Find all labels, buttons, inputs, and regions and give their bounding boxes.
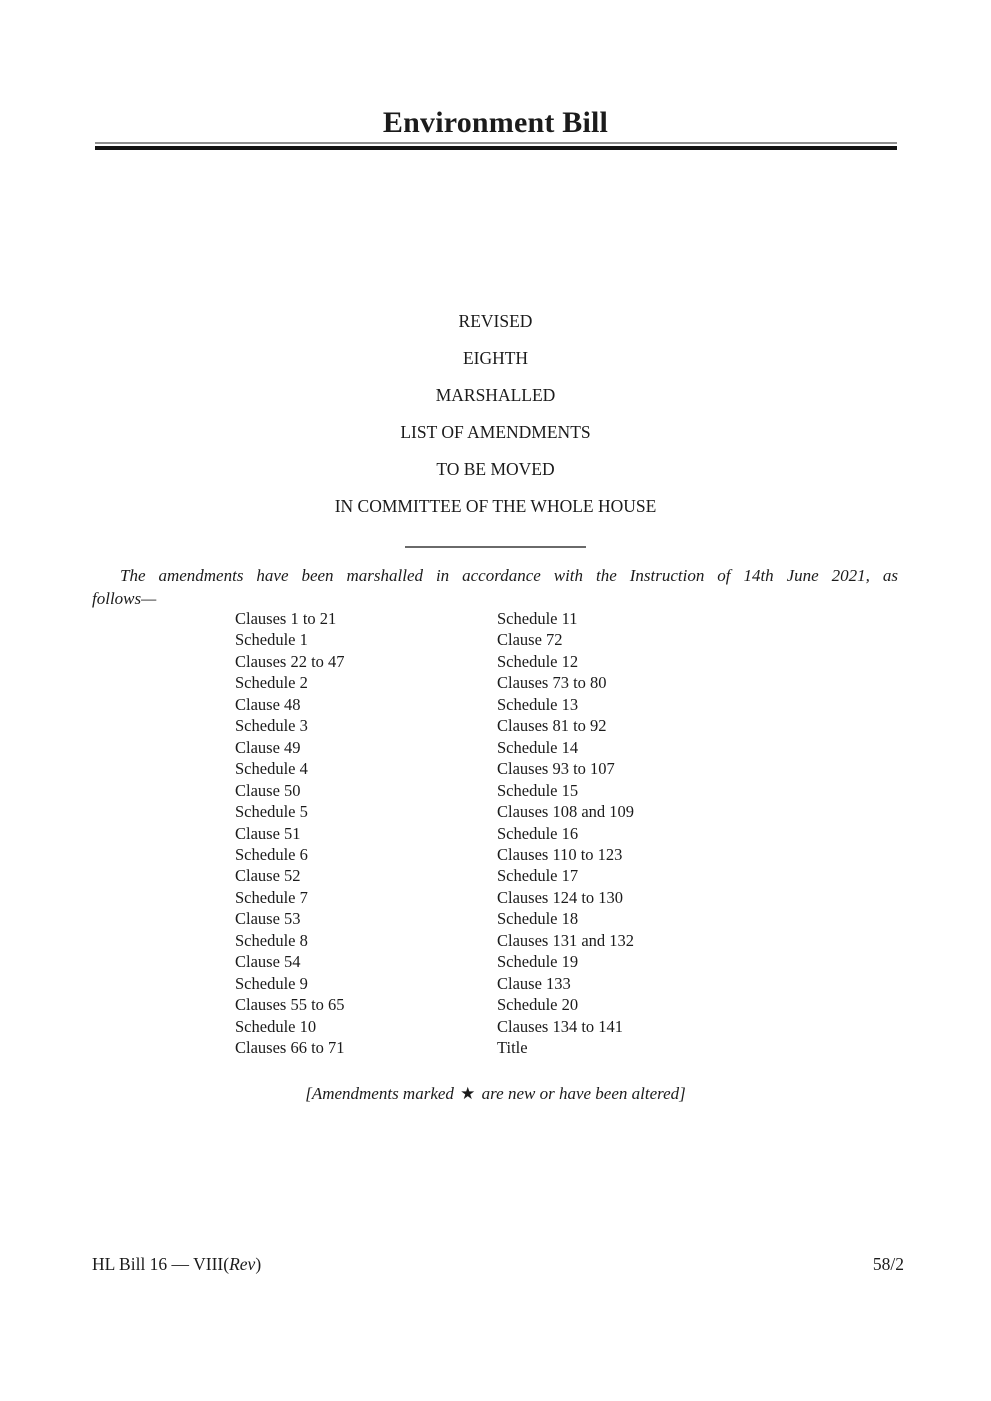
- marshalled-list: [235, 608, 759, 1059]
- document-headings: [0, 303, 991, 525]
- marshalled-item: Clause 72: [497, 630, 563, 650]
- document-title: Environment Bill: [382, 106, 609, 139]
- marshalled-item: Clause 50: [235, 780, 301, 800]
- title-rule-thin: [95, 142, 897, 144]
- marshalled-item: Clause 52: [235, 866, 301, 886]
- marshalled-item: Schedule 4: [235, 759, 308, 779]
- marshalled-item: Schedule 9: [235, 973, 308, 993]
- marshalled-list-column-1: [235, 608, 497, 1059]
- bill-reference: [92, 1254, 261, 1275]
- marshalled-item: Clauses 73 to 80: [497, 673, 607, 693]
- marshalled-item: Clauses 22 to 47: [235, 651, 345, 671]
- marshalled-item: Clause 53: [235, 909, 301, 929]
- page-footer: [92, 1254, 904, 1275]
- marshalled-item: Schedule 20: [497, 995, 579, 1015]
- marshalled-item: Clause 133: [497, 973, 571, 993]
- marshalled-item: Clauses 131 and 132: [497, 930, 635, 950]
- marshalled-item: Schedule 19: [497, 952, 579, 972]
- marshalled-item: Clauses 108 and 109: [497, 802, 635, 822]
- marshalled-item: Clauses 55 to 65: [235, 995, 345, 1015]
- heading-line: MARSHALLED: [435, 385, 556, 405]
- marshalled-item: Schedule 13: [497, 694, 579, 714]
- marshalled-item: Clause 48: [235, 694, 301, 714]
- marshalled-list-column-2: [497, 608, 759, 1059]
- bill-reference-prefix: HL Bill 16 — VIII(: [92, 1254, 230, 1274]
- bill-reference-rev: Rev: [229, 1254, 256, 1274]
- instruction-line-1: The amendments have been marshalled in accordance with the Instruction of 14th June 2021, as: [120, 566, 898, 585]
- amendments-star-note: [0, 1084, 991, 1104]
- marshalled-item: Schedule 3: [235, 716, 308, 736]
- marshalled-item: Schedule 6: [235, 844, 308, 864]
- marshalled-item: Schedule 11: [497, 609, 578, 628]
- marshalled-item: Clauses 66 to 71: [235, 1038, 345, 1058]
- marshalled-item: Schedule 1: [235, 630, 308, 650]
- heading-line: EIGHTH: [462, 348, 529, 368]
- marshalled-item: Schedule 14: [497, 737, 579, 757]
- page-reference: 58/2: [872, 1254, 904, 1274]
- marshalled-item: Schedule 12: [497, 651, 579, 671]
- marshalled-item: Clauses 110 to 123: [497, 844, 623, 864]
- section-divider-rule: [405, 546, 586, 548]
- heading-line: TO BE MOVED: [436, 459, 555, 479]
- marshalled-item: Schedule 16: [497, 823, 579, 843]
- marshalled-item: Clauses 124 to 130: [497, 887, 624, 907]
- heading-line: REVISED: [458, 311, 533, 331]
- heading-line: LIST OF AMENDMENTS: [400, 422, 591, 442]
- marshalled-item: Clause 49: [235, 737, 301, 757]
- marshalled-item: Schedule 8: [235, 930, 308, 950]
- marshalled-item: Schedule 18: [497, 909, 579, 929]
- marshalled-item: Schedule 17: [497, 866, 579, 886]
- marshalled-item: Title: [497, 1038, 528, 1058]
- marshalled-item: Schedule 7: [235, 887, 308, 907]
- star-icon: ★: [460, 1084, 476, 1103]
- marshalled-item: Schedule 5: [235, 802, 308, 822]
- marshalled-item: Clauses 134 to 141: [497, 1016, 624, 1036]
- instruction-line-2: follows—: [92, 589, 157, 608]
- marshalled-item: Schedule 2: [235, 673, 308, 693]
- marshalled-item: Schedule 10: [235, 1016, 317, 1036]
- instruction-paragraph: [92, 564, 898, 610]
- marshalled-item: Clause 51: [235, 823, 301, 843]
- marshalled-item: Clauses 81 to 92: [497, 716, 607, 736]
- marshalled-item: Clause 54: [235, 952, 301, 972]
- star-note-suffix: are new or have been altered]: [481, 1084, 686, 1103]
- marshalled-item: Clauses 1 to 21: [235, 609, 337, 628]
- marshalled-item: Clauses 93 to 107: [497, 759, 615, 779]
- bill-reference-suffix: ): [255, 1254, 262, 1274]
- star-note-prefix: [Amendments marked: [305, 1084, 454, 1103]
- title-rule-thick: [95, 146, 897, 150]
- heading-line: IN COMMITTEE OF THE WHOLE HOUSE: [334, 496, 657, 516]
- marshalled-item: Schedule 15: [497, 780, 579, 800]
